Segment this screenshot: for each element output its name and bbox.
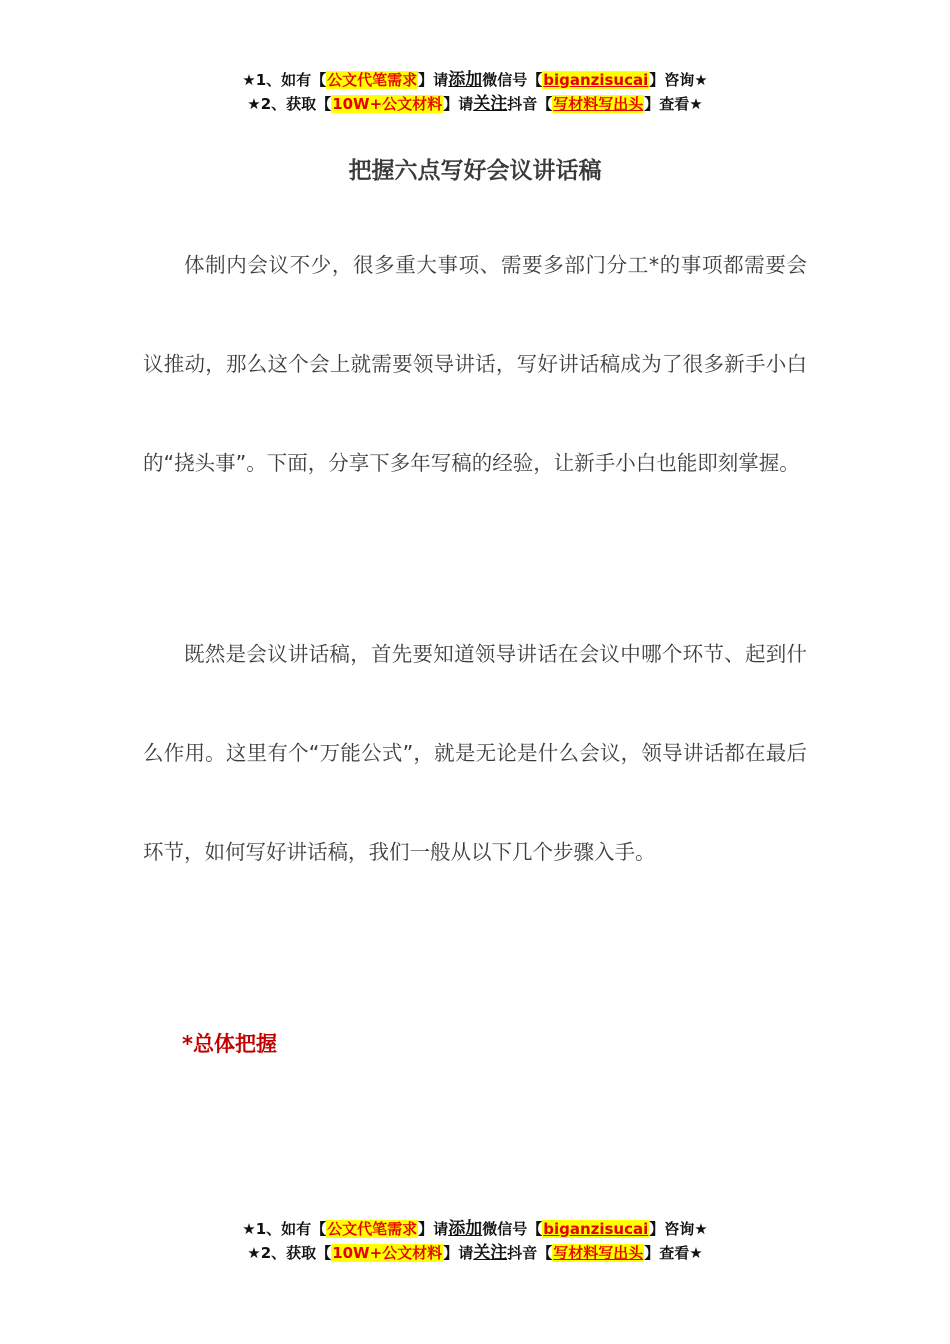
paragraph-1: 体制内会议不少，很多重大事项、需要多部门分工*的事项都需要会议推动，那么这个会上就需要领导讲话，写好讲话稿成为了很多新手小白的“挠头事”。下面，分享下多年写稿的经验，让新手小白也能即刻掌握。 xyxy=(143,253,807,475)
banner-line-1: ★1、如有【公文代笔需求】请添加微信号【biganzisucai】咨询★ xyxy=(242,70,708,90)
highlight-materials: 10W+公文材料 xyxy=(332,1244,443,1262)
footer-banner xyxy=(0,1217,950,1265)
section-heading: *总体把握 xyxy=(182,1032,277,1056)
footer-line-2: ★2、获取【10W+公文材料】请关注抖音【写材料写出头】查看★ xyxy=(247,1243,703,1263)
wechat-id: biganzisucai xyxy=(543,1220,649,1238)
highlight-service: 公文代笔需求 xyxy=(327,71,418,89)
document-title: 把握六点写好会议讲话稿 xyxy=(348,158,602,184)
highlight-service: 公文代笔需求 xyxy=(327,1220,418,1238)
douyin-account: 写材料写出头 xyxy=(553,95,644,113)
highlight-materials: 10W+公文材料 xyxy=(332,95,443,113)
wechat-id: biganzisucai xyxy=(543,71,649,89)
banner-line-2: ★2、获取【10W+公文材料】请关注抖音【写材料写出头】查看★ xyxy=(247,94,703,114)
paragraph-2: 既然是会议讲话稿，首先要知道领导讲话在会议中哪个环节、起到什么作用。这里有个“万能公式”，就是无论是什么会议，领导讲话都在最后环节，如何写好讲话稿，我们一般从以下几个步骤入手。 xyxy=(143,642,807,864)
douyin-account: 写材料写出头 xyxy=(553,1244,644,1262)
header-banner xyxy=(0,68,950,116)
footer-line-1: ★1、如有【公文代笔需求】请添加微信号【biganzisucai】咨询★ xyxy=(242,1219,708,1239)
